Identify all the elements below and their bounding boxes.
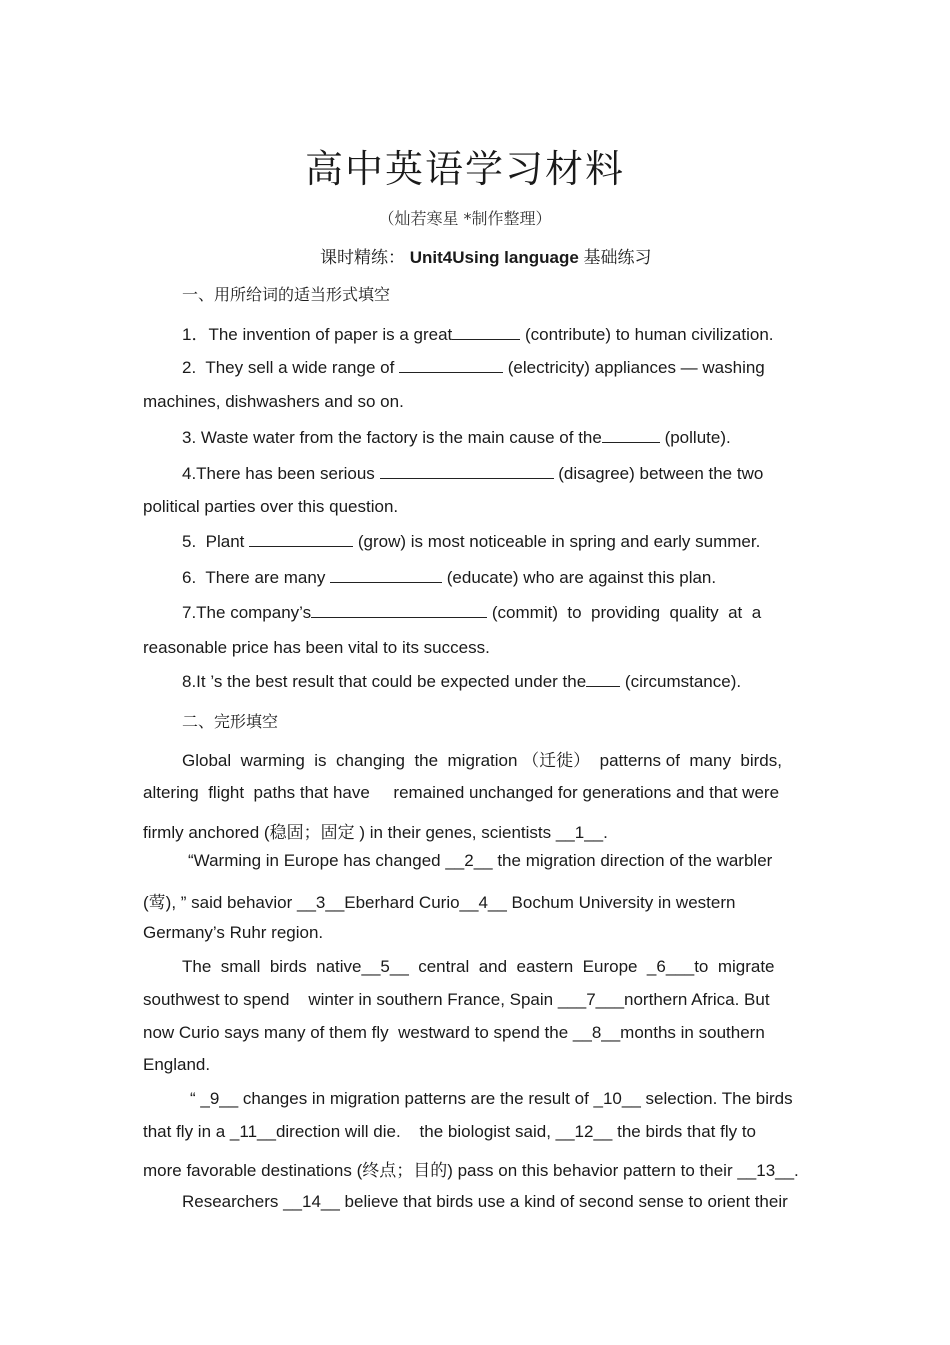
exercise-item-4: 4.There has been serious (disagree) between the two: [182, 464, 764, 483]
exercise-item-2-cont: machines, dishwashers and so on.: [143, 392, 404, 411]
section1-heading: 一、用所给词的适当形式填空: [182, 285, 391, 304]
answer-blank[interactable]: [311, 603, 487, 618]
passage-line: more favorable destinations (终点；目的) pass on this behavior pattern to their __13__.: [143, 1161, 799, 1180]
passage-line: “ _9__ changes in migration patterns are the result of _10__ selection. The birds: [190, 1089, 793, 1108]
answer-blank[interactable]: [249, 532, 353, 547]
passage-line: firmly anchored (稳固；固定 ) in their genes, scientists __1__.: [143, 823, 608, 842]
answer-blank[interactable]: [399, 358, 503, 373]
document-subtitle: （灿若寒星 *制作整理）: [378, 209, 552, 228]
section2-heading: 二、完形填空: [182, 712, 279, 731]
passage-line: (莺), ” said behavior __3__Eberhard Curio__4__ Bochum University in western: [143, 893, 736, 912]
course-prefix: 课时精练：: [320, 248, 405, 267]
passage-line: Researchers __14__ believe that birds use a kind of second sense to orient their: [182, 1192, 788, 1211]
exercise-item-5: 5. Plant (grow) is most noticeable in spring and early summer.: [182, 532, 761, 551]
exercise-item-8: 8.It ’s the best result that could be expected under the (circumstance).: [182, 672, 742, 691]
exercise-item-3: 3. Waste water from the factory is the main cause of the (pollute).: [182, 428, 731, 447]
course-unit: Unit4Using language: [409, 248, 579, 267]
exercise-item-6: 6. There are many (educate) who are against this plan.: [182, 568, 717, 587]
passage-line: that fly in a _11__direction will die. the biologist said, __12__ the birds that fly to: [143, 1122, 756, 1141]
passage-line: now Curio says many of them fly westward to spend the __8__months in southern: [143, 1023, 765, 1042]
passage-line: altering flight paths that have remained unchanged for generations and that were: [143, 783, 780, 802]
course-suffix: 基础练习: [583, 248, 652, 267]
answer-blank[interactable]: [586, 672, 620, 687]
passage-line: Germany’s Ruhr region.: [143, 923, 324, 942]
exercise-item-1: 1．The invention of paper is a great (contribute) to human civilization.: [182, 325, 774, 344]
answer-blank[interactable]: [380, 464, 554, 479]
passage-line: “Warming in Europe has changed __2__ the migration direction of the warbler: [188, 851, 773, 870]
exercise-item-7: 7.The company’s (commit) to providing quality at a: [182, 603, 762, 622]
passage-line: The small birds native__5__ central and eastern Europe _6___to migrate: [182, 957, 775, 976]
exercise-item-2: 2. They sell a wide range of (electricity) appliances — washing: [182, 358, 765, 377]
answer-blank[interactable]: [602, 428, 660, 443]
exercise-item-7-cont: reasonable price has been vital to its success.: [143, 638, 490, 657]
answer-blank[interactable]: [330, 568, 442, 583]
document-title: 高中英语学习材料: [304, 147, 625, 191]
exercise-item-4-cont: political parties over this question.: [143, 497, 399, 516]
passage-line: England.: [143, 1055, 211, 1074]
answer-blank[interactable]: [452, 325, 520, 340]
passage-line: southwest to spend winter in southern France, Spain ___7___northern Africa. But: [143, 990, 770, 1009]
course-heading: [320, 243, 652, 268]
passage-line: Global warming is changing the migration （迁徙） patterns of many birds,: [182, 751, 782, 770]
